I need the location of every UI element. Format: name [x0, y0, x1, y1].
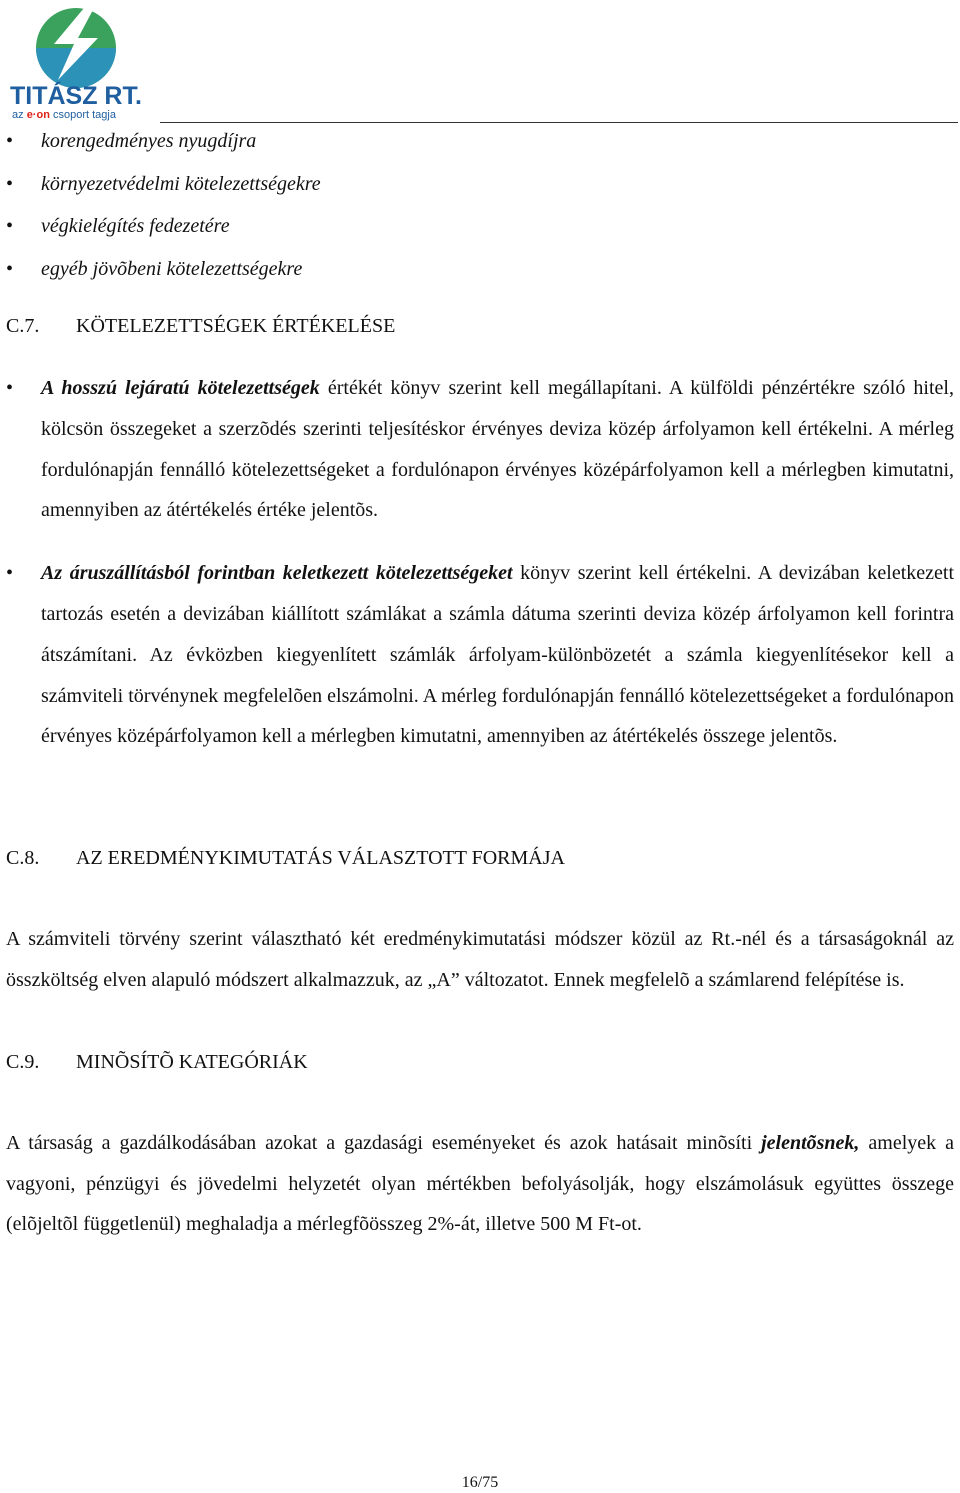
paragraph-text: amelyek a vagyoni, pénzügyi és jövedelmi helyzetét olyan mértékben befolyásolják, hogy elszámolásuk együttes összege (elõjeltõl függetlenül) meghaladja a mérlegfõösszeg 2%-át, illetve 500 M Ft-ot. [6, 1131, 954, 1236]
section-number: C.8. [6, 847, 40, 870]
section-heading-c7 [6, 306, 954, 346]
emphasis-text: jelentõsnek, [761, 1131, 860, 1154]
bullet-list [6, 120, 954, 290]
section-title: MINÕSÍTÕ KATEGÓRIÁK [76, 1050, 308, 1073]
paragraph-qualifying-categories [6, 1123, 954, 1245]
svg-text:az e·on csoport tagja: az e·on csoport tagja [12, 109, 116, 121]
paragraph-supplier-liabilities [6, 553, 954, 757]
section-number: C.7. [6, 315, 40, 337]
paragraph-text: értékét könyv szerint kell megállapítani. A külföldi pénzértékre szóló hitel, kölcsön összegeket a szerzõdés szerinti teljesítéskor érvényes deviza közép árfolyamon kell értékelni. A mérleg fordulónapján fennálló kötelezettségeket a fordulónapon érvényes középárfolyamon kell a mérlegben kimutatni, amennyiben az átértékelés értéke jelentõs. [41, 377, 954, 522]
section-title: KÖTELEZETTSÉGEK ÉRTÉKELÉSE [76, 315, 396, 337]
bullet-icon: • [6, 377, 14, 399]
section-number: C.9. [6, 1050, 40, 1073]
svg-text:TITÁSZ RT.: TITÁSZ RT. [10, 82, 142, 110]
page-header [0, 0, 960, 124]
paragraph-text: A társaság a gazdálkodásában azokat a gazdasági eseményeket és azok hatásait minõsíti [6, 1131, 762, 1154]
section-heading-c8 [6, 838, 954, 878]
page-number: 16/75 [461, 1474, 499, 1491]
paragraph-long-term-liabilities [6, 368, 954, 531]
document-body [6, 120, 954, 1245]
emphasis-text: A hosszú lejáratú kötelezettségek [41, 377, 320, 399]
list-item: • korengedményes nyugdíjra [6, 120, 954, 163]
list-item: • környezetvédelmi kötelezettségekre [6, 163, 954, 206]
company-logo [6, 4, 158, 122]
paragraph-text: könyv szerint kell értékelni. A devizában keletkezett tartozás esetén a devizában kiállított számlákat a számla dátuma szerinti deviza közép árfolyamon kell forintra átszámítani. Az évközben kiegyenlített számlák árfolyam-különbözetét a számla kiegyenlítésekor kell a számviteli törvénynek megfelelõen elszámolni. A mérleg fordulónapján fennálló kötelezettségeket a fordulónapon érvényes középárfolyamon kell a mérlegben kimutatni, amennyiben az átértékelés összege jelentõs. [41, 562, 954, 748]
section-heading-c9 [6, 1042, 954, 1082]
emphasis-text: Az áruszállításból forintban keletkezett kötelezettségeket [41, 562, 513, 585]
section-title: AZ EREDMÉNYKIMUTATÁS VÁLASZTOTT FORMÁJA [76, 847, 565, 870]
bullet-icon: • [6, 562, 14, 585]
list-item: • egyéb jövõbeni kötelezettségekre [6, 248, 954, 291]
list-item: • végkielégítés fedezetére [6, 205, 954, 248]
paragraph-income-statement: A számviteli törvény szerint választható két eredménykimutatási módszer közül az Rt.-nél és a társaságoknál az összköltség elven alapuló módszert alkalmazzuk, az „A” változatot. Ennek megfelelõ a számlarend felépítése is. [6, 928, 954, 991]
